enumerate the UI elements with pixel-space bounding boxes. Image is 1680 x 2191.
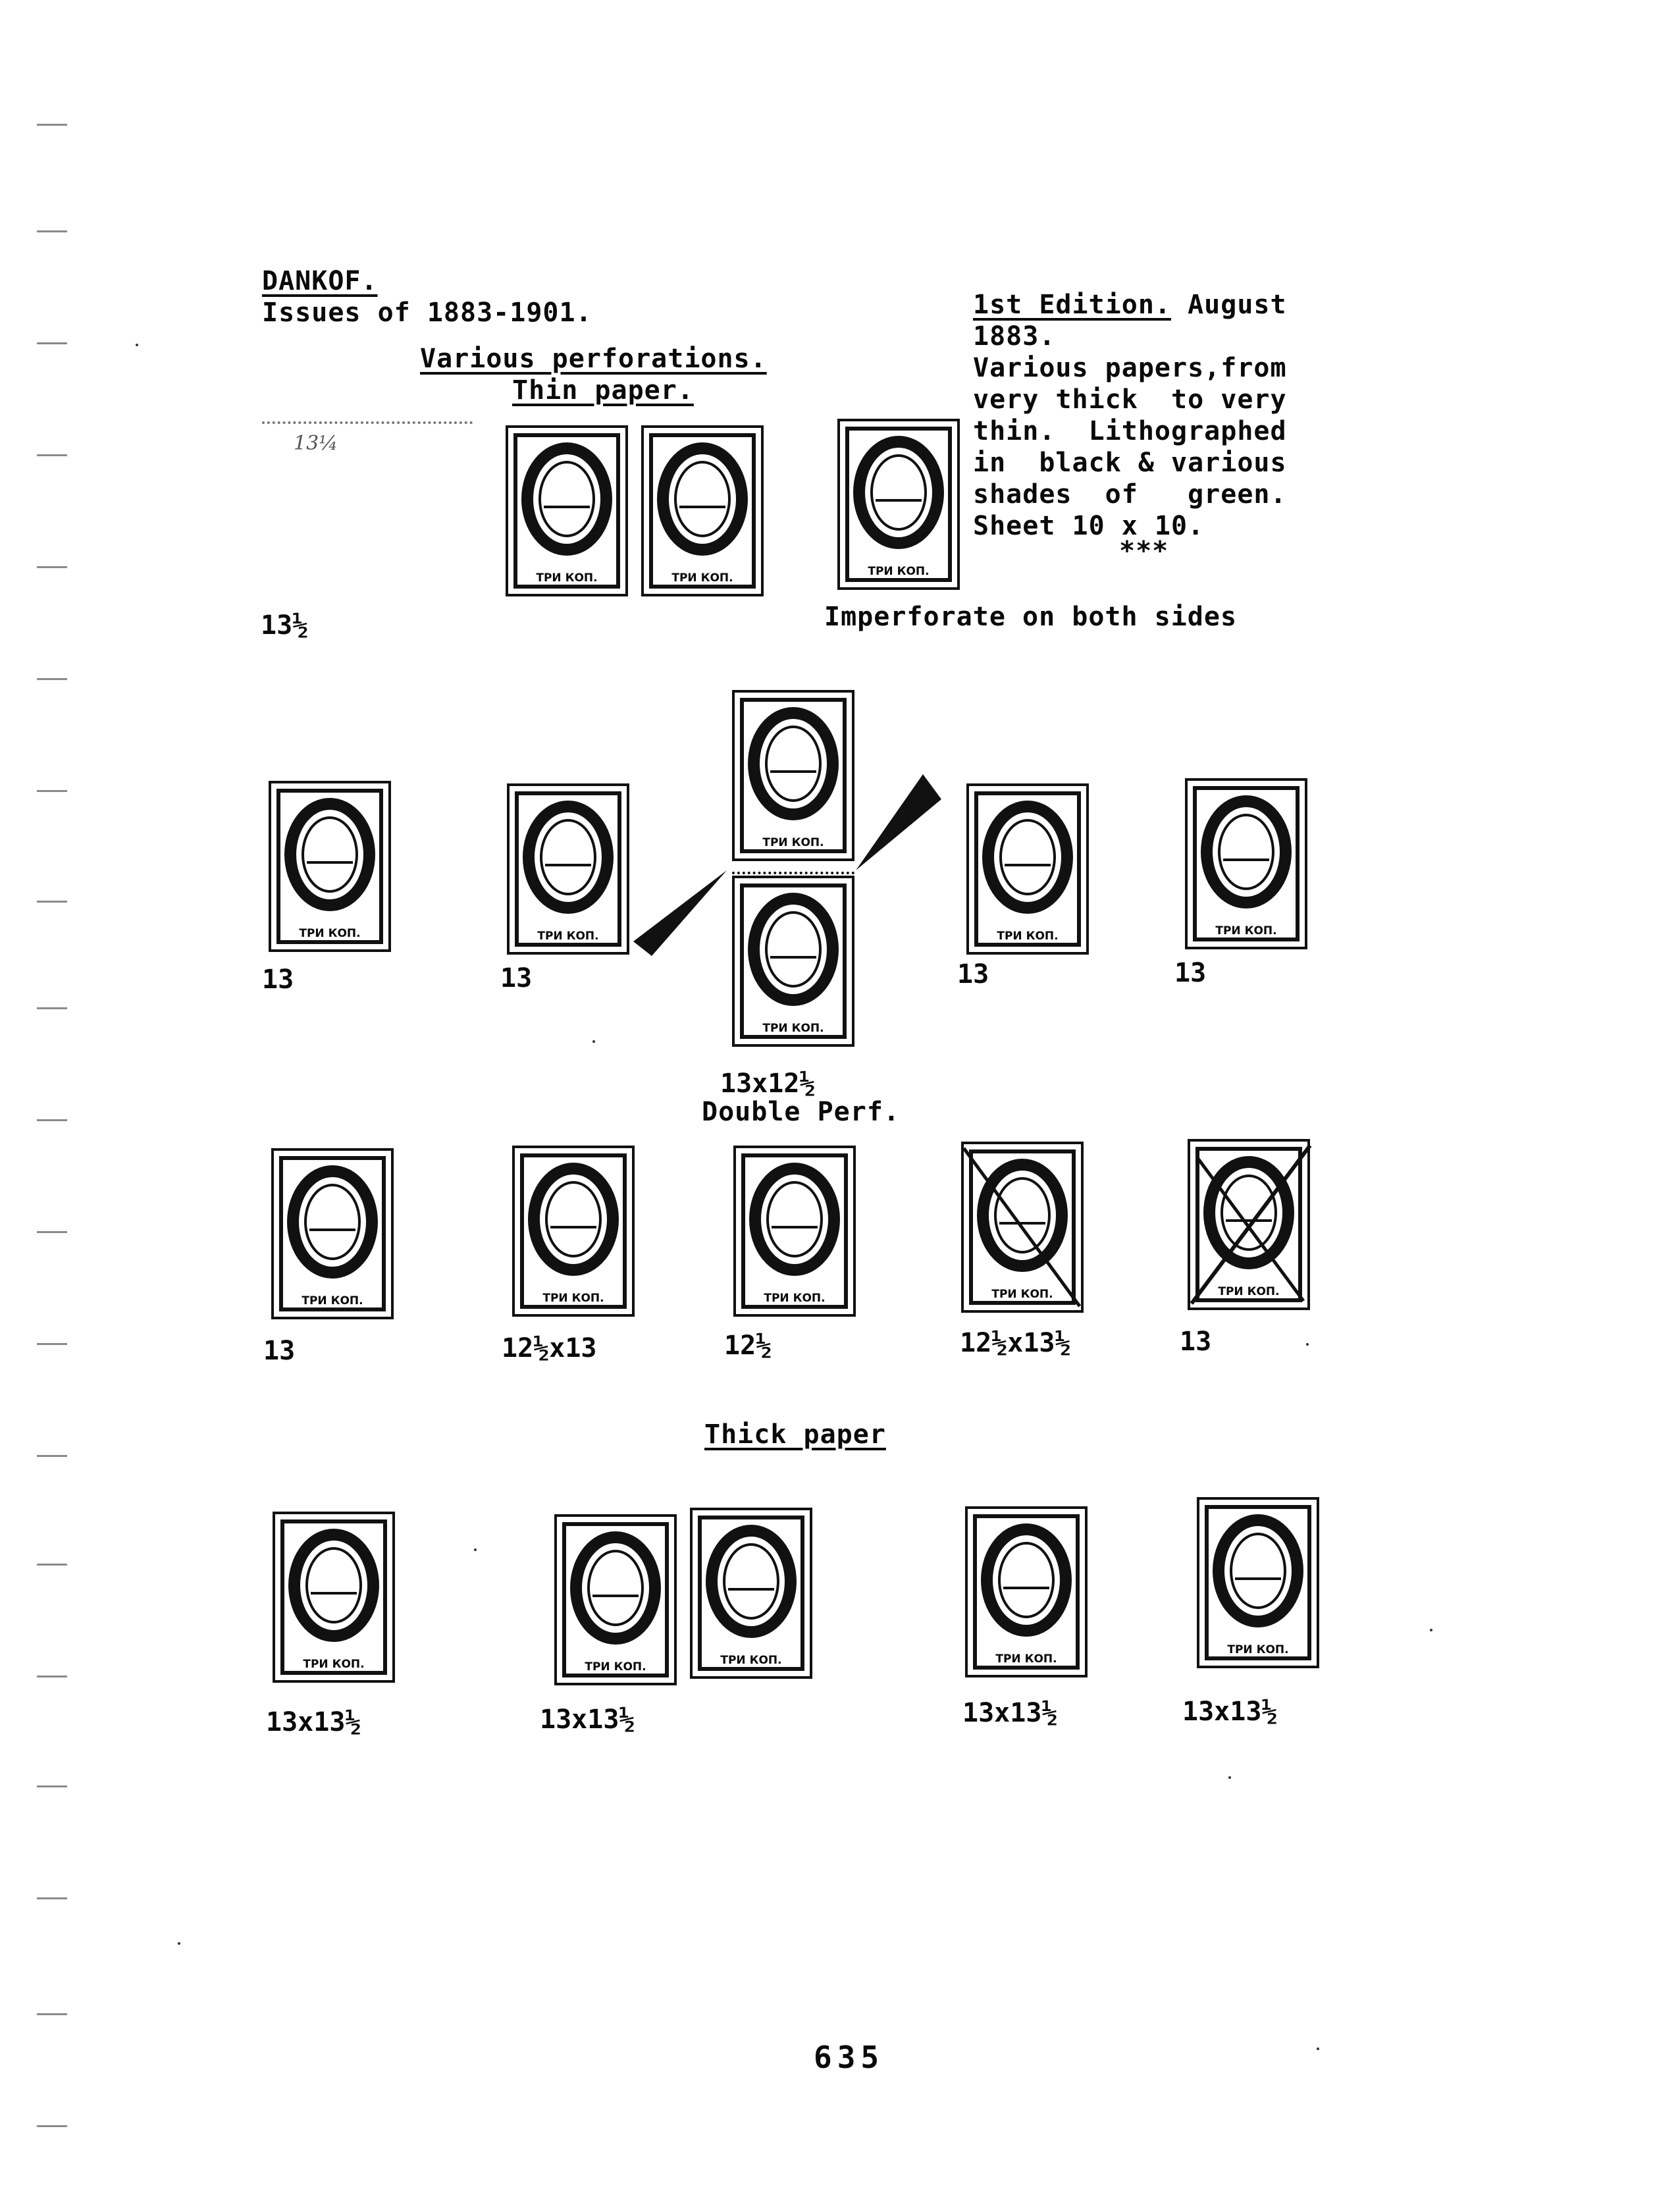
stamp: ТРИ КОП. [1188,1139,1310,1310]
imperforate-note: Imperforate on both sides [824,602,1238,632]
perf-label: 13 [1174,958,1207,988]
perf-label: 13 [500,963,533,993]
section-heading: Various perforations. [420,344,767,374]
issues-line: Issues of 1883-1901. [262,298,592,328]
page-number: 635 [814,2040,885,2075]
edition-line: in black & various [973,448,1287,478]
edition-line: 1883. [973,321,1056,352]
double-perf-heading: Double Perf. [702,1097,900,1127]
perf-label: 13½ [261,610,309,641]
stamp: ТРИ КОП. [961,1142,1084,1313]
perf-label: 12½ [724,1331,772,1361]
perf-label: 13 [1180,1327,1212,1357]
stamp: ТРИ КОП. [641,425,764,596]
perf-label: 13 [262,964,294,995]
stamp: ТРИ КОП. [690,1508,812,1679]
edition-line: Various papers,from [973,353,1287,383]
thick-paper-heading: Thick paper [704,1419,886,1450]
edition-line: very thick to very [973,384,1287,415]
stamp: ТРИ КОП. [1197,1497,1319,1668]
perf-label: 13 [957,959,989,990]
stamp: ТРИ КОП. [507,783,629,955]
stamp: ТРИ КОП. [1185,778,1307,949]
stamp: ТРИ КОП. [271,1148,394,1319]
edition-line: thin. Lithographed [973,416,1287,446]
perf-label: 12½x13½ [960,1328,1071,1358]
pencil-note: 13¼ [294,432,338,455]
stamp: ТРИ КОП. [506,425,628,596]
stamp: ТРИ КОП. [965,1506,1088,1677]
edition-line: Sheet 10 x 10. [973,511,1205,541]
edition-heading: 1st Edition. [973,290,1171,320]
stamp: ТРИ КОП. [966,783,1089,955]
stamp: ТРИ КОП. [554,1514,677,1685]
page-title: DANKOF. [262,266,378,296]
stamp: ТРИ КОП. [512,1146,635,1317]
edition-stars: *** [1119,536,1169,566]
perf-label: 13 [263,1336,296,1366]
section-subheading: Thin paper. [512,375,694,406]
stamp-pair-top: ТРИ КОП. [732,690,854,861]
stamp-pair-bottom: ТРИ КОП. [732,876,854,1047]
stamp: ТРИ КОП. [273,1512,395,1683]
edition-line: shades of green. [973,479,1287,510]
perf-label: 13x13½ [540,1704,635,1735]
stamp: ТРИ КОП. [269,781,391,952]
perf-label: 13x13½ [266,1707,361,1737]
edition-month: August [1170,290,1287,320]
stamp: ТРИ КОП. [837,419,960,590]
stamp: ТРИ КОП. [733,1146,856,1317]
perf-label: 12½x13 [502,1333,597,1363]
perf-label: 13x13½ [962,1698,1058,1728]
perf-label: 13x13½ [1182,1697,1278,1727]
pair-label: 13x12½ [720,1069,816,1099]
